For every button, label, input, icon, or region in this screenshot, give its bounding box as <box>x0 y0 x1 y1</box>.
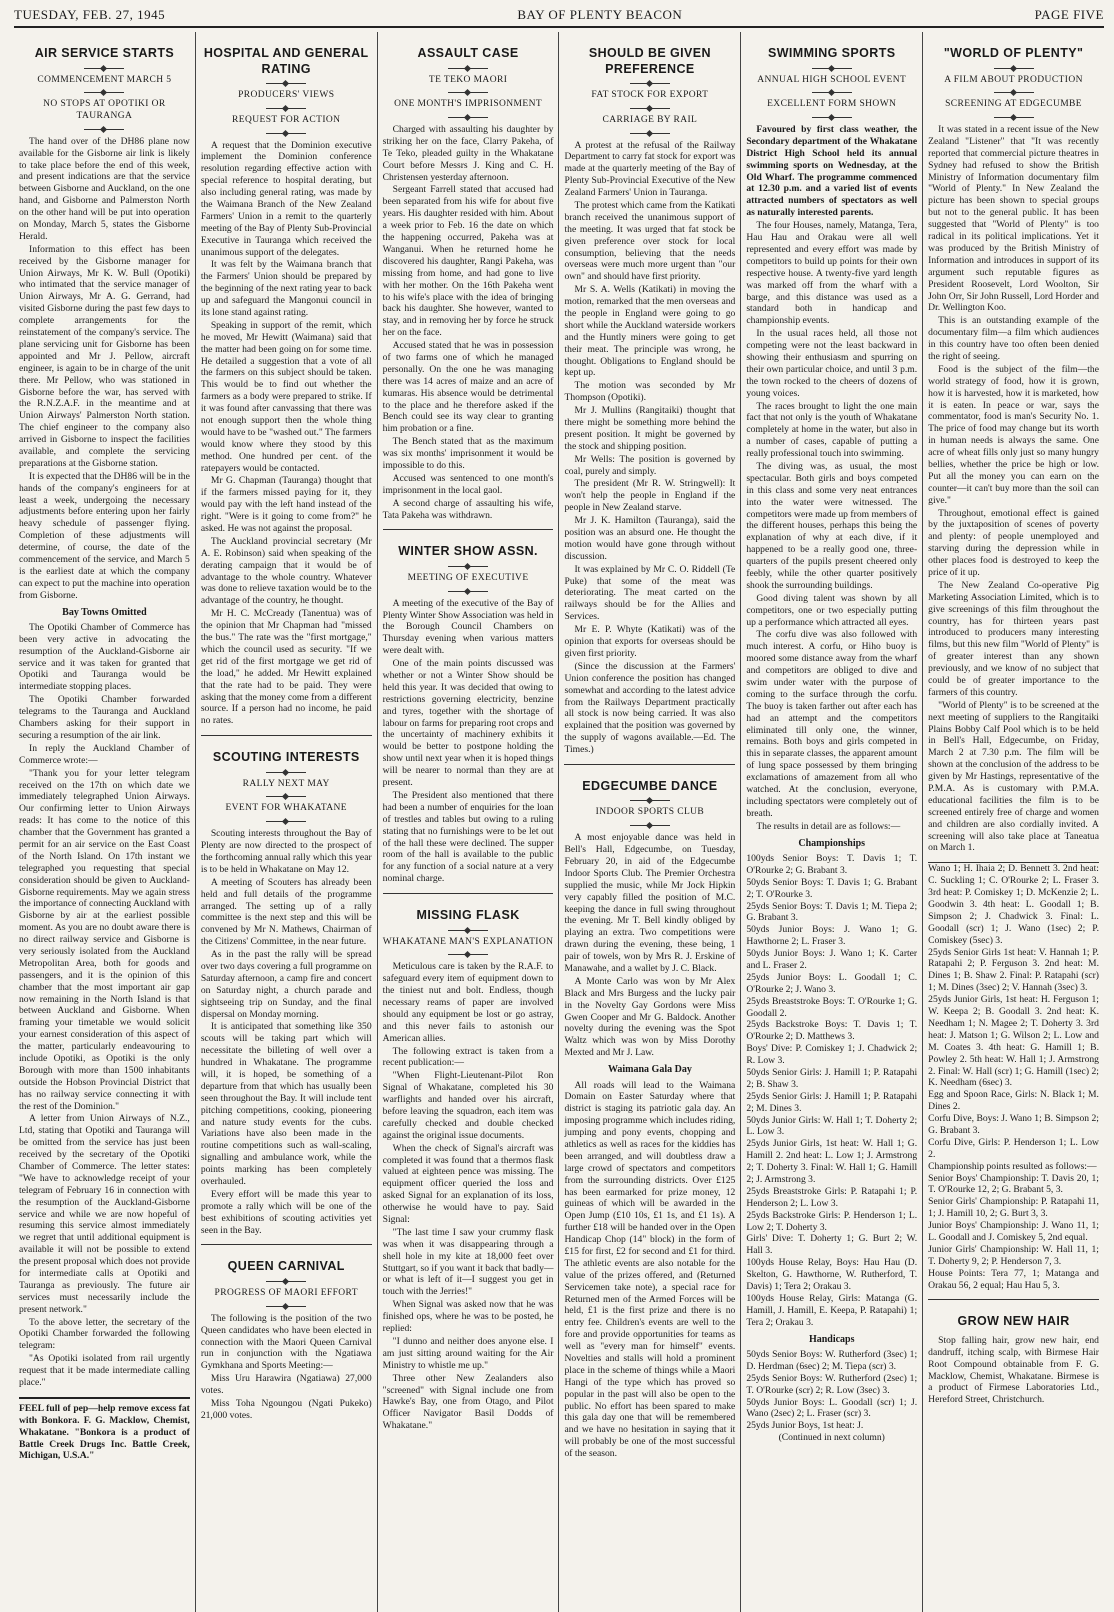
paragraph: Mr J. K. Hamilton (Tauranga), said the position was an absurd one. He thought the motion would have gone through without discussion. <box>564 515 736 562</box>
paragraph: It was explained by Mr C. O. Riddell (Te Puke) that some of the meat was deteriorating. The meat carted on the railways should be for the Allies and Services. <box>564 563 736 623</box>
result-line: Corfu Dive, Girls: P. Henderson 1; L. Low 2. <box>928 1136 1099 1160</box>
paragraph: A protest at the refusal of the Railway Department to carry fat stock for export was made at the quarterly meeting of the Bay of Plenty Sub-Provincial Executive of the New Zealand Farmers' Union in Tauranga. <box>564 139 736 199</box>
paragraph: "The last time I saw your crummy flask was when it was disappearing through a shell hole in my kite at 18,000 feet over Stuttgart, so if you want it back that badly—or what is left of it—I suggest you get in touch with the Jerries!" <box>382 1226 554 1298</box>
result-line: 50yds Senior Girls: J. Hamill 1; P. Ratapahi 2; B. Shaw 3. <box>746 1067 918 1090</box>
column-5 <box>741 32 923 1612</box>
divider <box>630 825 670 826</box>
section-subhead: Bay Towns Omitted <box>62 606 147 618</box>
article-subheading: COMMENCEMENT MARCH 5 <box>37 74 172 85</box>
paragraph: (Since the discussion at the Farmers' Union conference the position has changed somewhat and according to the latest advice from the Railways Department practically all stock is now being carried. It was also explained that the position was governed by the supply of wagons available.—Ed. The Times.) <box>564 660 736 756</box>
result-line: Championship points resulted as follows:— <box>928 1160 1097 1172</box>
divider <box>84 68 124 69</box>
paragraph: Meticulous care is taken by the R.A.F. to safeguard every item of equipment down to the tiniest nut and bolt. Endless, though necessary reams of paper are involved should any equipment be lost or go astray, and this never fails to astonish our American allies. <box>382 961 554 1044</box>
divider <box>448 930 488 931</box>
divider <box>630 83 670 84</box>
paragraph: Accused was sentenced to one month's imprisonment in the local gaol. <box>382 472 554 496</box>
paragraph: Mr G. Chapman (Tauranga) thought that if the farmers missed paying for it, they would pay with the left hand instead of the right. "Were is it going to come from?" he asked. He was not against the proposal. <box>200 475 372 535</box>
columns <box>14 32 1104 1612</box>
paragraph: It is anticipated that something like 350 scouts will be taking part which will necessitate the billeting of well over a hundred in Whakatane. The programme will, it is hoped, be something of a departure from that which has usually been seen throughout the Bay. It will include tent pitching competitions, cooking, pioneering and nature study events for the cubs. Variations have also been made in the routine competitions such as wall-scaling, signalling and ambulance work, while the points marking has been completely overhauled. <box>200 1021 372 1188</box>
article-subheading: MEETING OF EXECUTIVE <box>407 572 529 583</box>
result-line: 25yds Senior Girls 1st heat: V. Hannah 1; P. Ratapahi 2; P. Ferguson 3. 2nd heat: M. Dines 1; B. Shaw 2. Final: P. Ratapahi (scr) 1; M. Dines (3sec) 2; V. Hannah (3sec) 3. <box>928 946 1099 994</box>
section-rule <box>928 1299 1099 1300</box>
divider <box>812 92 852 93</box>
divider <box>266 821 306 822</box>
paragraph: Throughout, emotional effect is gained by the juxtaposition of scenes of poverty and plenty: of people unemployed and starving during the depression while in other places food is destroyed to keep the price of it up. <box>928 507 1099 578</box>
paragraph: "World of Plenty" is to be screened at the next meeting of suppliers to the Rangitaiki Plains Bobby Calf Pool which is to be held in Bell's Hall, Edgecumbe, on Friday, March 2 at 7.30 p.m. The film will be shown at the conclusion of the address to be given by Mr Hastings, representative of the P.M.A. As is customary with P.M.A. educational facilities the film is to be screened entirely free of charge and women and children are also cordially invited. A screening will also take place at Taneatua on March 1. <box>928 699 1099 854</box>
page-number: PAGE FIVE <box>1034 7 1104 22</box>
paragraph: The diving was, as usual, the most spectacular. Both girls and boys competed in this class and some very neat entrances into the water were witnessed. The competitors were made up from members of the different houses, perhaps this being the explanation of why at each dive, if it happened to be a really good one, three-quarters of the pupils present cheered only feebly, while the other quarter positively shook the surrounding buildings. <box>746 460 918 591</box>
paragraph: The following is the position of the two Queen candidates who have been elected in connection with the Maori Queen Carnival run in conjunction with the Ngatiawa Gymkhana and Sports Meeting:— <box>200 1312 372 1372</box>
paragraph: All roads will lead to the Waimana Domain on Easter Saturday where that district is staging its patriotic gala day. An imposing programme which includes riding, jumping and pony events, chopping and athletics as well as races for the kiddies has been arranged, and will doubtless draw a large crowd of spectators and competitors from the surrounding districts. Over £125 has been earmarked for prize money, 12 guineas of which will be awarded in the Open Jump (£10 10s, £1 1s, and £1 1s). A further £18 will be handed over in the Open Handicap Chop (14" block) in the form of £15 for first, £2 for second and £1 for third. The athletic events are also notable for the value of the prizes offered, and (Returned Servicemen take note), a special race for Returned men of the Armed Forces will be held, £1 is the first prize and there is no entry fee. Children's events are well to the fore and provide opportunities for teams as well as "every man for himself" events. Novelties and stalls will hold a prominent place in the scheme of things while a Maori Hangi of the type which has proved so popular in the past will also be open to the public. No effort has been spared to make this gala day one that will be remembered and we have no hesitation in saying that it will probably be one of the most successful of the season. <box>564 1079 736 1460</box>
divider <box>448 954 488 955</box>
paragraph: One of the main points discussed was whether or not a Winter Show should be held this year. It was decided that owing to restrictions governing electricity, benzine and tyres, together with the shortage of labour on farms for preparing root crops and the uncertainty of machinery exhibits it would be better to postpone holding the show until next year when it is hoped things will be nearer to normal than they are at present. <box>382 658 554 789</box>
divider <box>812 68 852 69</box>
paragraph: Mr Wells: The position is governed by coal, purely and simply. <box>564 453 736 477</box>
result-line: Wano 1; H. Ihaia 2; D. Bennett 3. 2nd heat: C. Suckling 1; C. O'Rourke 2; L. Fraser 3. 3rd heat: P. Comiskey 1; D. McKenzie 2; L. Goodwin 3. 4th heat: L. Goodall 1; B. Simpson 2; J. Chadwick 3. Final: L. Goodall (scr) 1; J. Wano (1sec) 2; P. Comiskey (5sec) 3. <box>928 863 1099 946</box>
paragraph: Favoured by first class weather, the Secondary department of the Whakatane District High School held its annual swimming sports on Wednesday, at the Old Wharf. The programme commenced at 12.30 p.m. and a varied list of events attracted numbers of spectators as well as naturally interested parents. <box>746 124 918 219</box>
divider <box>994 68 1034 69</box>
paragraph: Mr J. Mullins (Rangitaiki) thought that there might be something more behind the present position. It might be governed by the stock and shipping position. <box>564 405 736 452</box>
paragraph: The motion was seconded by Mr Thompson (Opotiki). <box>564 380 736 404</box>
paragraph: Mr E. P. Whyte (Katikati) was of the opinion that exports for overseas should be given first priority. <box>564 624 736 659</box>
article-heading: "WORLD OF PLENTY" <box>943 46 1084 60</box>
column-4 <box>559 32 741 1612</box>
paragraph: In reply the Auckland Chamber of Commerce wrote:— <box>19 742 190 766</box>
article-subheading: NO STOPS AT OPOTIKI OR TAURANGA <box>43 99 166 122</box>
paragraph: Scouting interests throughout the Bay of Plenty are now directed to the prospect of the forthcoming annual rally which this year is to be held in Whakatane on May 12. <box>200 828 372 875</box>
paragraph: A Monte Carlo was won by Mr Alex Black and Mrs Burgess and the lucky pair in the Novelty Gay Gordons were Miss Gwen Cooper and Mr G. Baldock. Another novelty during the evening was the Spot Waltz which was won by Miss Dorothy Mexted and Mr J. Law. <box>564 975 736 1059</box>
result-line: Junior Boys' Championship: J. Wano 11, 1; L. Goodall and J. Comiskey 5, 2nd equal. <box>928 1220 1099 1243</box>
result-line: 50yds Senior Boys: T. Davis 1; G. Brabant 2; T. O'Rourke 3. <box>746 876 918 900</box>
result-line: 100yds Senior Boys: T. Davis 1; T. O'Rourke 2; G. Brabant 3. <box>746 852 918 876</box>
result-line: 50yds Junior Boys: J. Wano 1; K. Carter and L. Fraser 2. <box>746 948 918 971</box>
article-subheading: EVENT FOR WHAKATANE <box>225 803 348 814</box>
column-1 <box>14 32 196 1612</box>
paragraph: The corfu dive was also followed with much interest. A corfu, or Hiho buoy is moored some distance away from the wharf and competitors are obliged to dive and swim under water with the purpose of coming to the surface through the corfu. The buoy is taken farther out after each has had an attempt and the competitors eliminated till only one, the winner, remains. Both boys and girls competed in this in separate classes, the apparent amount of lung space possessed by them bringing exclamations of amazement from all who watched. At the conclusion, everyone, including spectators were completely out of breath. <box>746 629 918 819</box>
paragraph: It was stated in a recent issue of the New Zealand "Listener" that "It was recently reported that commercial picture theatres in Sydney had refused to show the British Ministry of Information documentary film "World of Plenty." In New Zealand the picture has been shown to special groups but not to the general public. It has been suggested that "World of Plenty" is too radical in its political implications. Yet it was produced by the British Ministry of Information and introduces in support of its argument such reputable figures as President Roosevelt, Lord Woolton, Sir John Orr, Sir John Russell, Lord Horder and Dr. Wellington Koo. <box>928 124 1099 314</box>
paragraph: Stop falling hair, grow new hair, end dandruff, itching scalp, with Birmese Hair Root Compound obtainable from F. G. Macklow, Chemist, Whakatane. Birmese is a product of Firmese Laboratories Ltd., Hereford Street, Christchurch. <box>928 1334 1099 1406</box>
result-line: 100yds House Relay, Boys: Hau Hau (D. Skelton, G. Hawthorne, W. Rutherford, T. Davis) 1; Tera 2; Orakau 3. <box>746 1257 918 1293</box>
result-line: Corfu Dive, Boys: J. Wano 1; B. Simpson 2; G. Brabant 3. <box>928 1113 1099 1136</box>
result-line: 25yds Senior Girls: J. Hamill 1; P. Ratapahi 2; M. Dines 3. <box>746 1090 918 1114</box>
paragraph: Miss Toha Ngoungou (Ngati Pukeko) 21,000 votes. <box>200 1397 372 1421</box>
divider <box>448 566 488 567</box>
result-line: 100yds House Relay, Girls: Matanga (G. Hamill, J. Hamill, E. Keepa, P. Ratapahi) 1; Tera 2; Orakau 3. <box>746 1292 918 1328</box>
divider <box>994 92 1034 93</box>
result-line: 25yds Breaststroke Girls: P. Ratapahi 1; P. Henderson 2; L. Low 3. <box>746 1185 918 1209</box>
divider <box>448 117 488 118</box>
masthead <box>14 4 1104 28</box>
paragraph: The Auckland provincial secretary (Mr A. E. Robinson) said when speaking of the derating campaign that it would be of advantage to the whole country. Whatever was done to relieve taxation would be to the advantage of the country, he thought. <box>200 535 372 607</box>
divider <box>448 68 488 69</box>
article-subheading: ONE MONTH'S IMPRISONMENT <box>394 99 543 110</box>
divider <box>448 591 488 592</box>
paragraph: The following extract is taken from a recent publication:— <box>382 1045 554 1069</box>
paragraph: A meeting of Scouters has already been held and full details of the programme arranged. The setting up of a rally committee is the next step and this will be convened by Mr N. Mathews, Chairman of the Citizens' Committee, in the near future. <box>200 876 372 948</box>
article-subheading: ANNUAL HIGH SCHOOL EVENT <box>757 74 907 85</box>
article-subheading: REQUEST FOR ACTION <box>232 114 341 125</box>
paragraph: Sergeant Farrell stated that accused had been separated from his wife for about five years. His daughter resided with him. About a week prior to Feb. 16 the date on which the happening occurred, Pakeha was at Wanganui. When he returned home he discovered his daughter, Rangi Pakeha, was missing from home, and had gone to live with her mother. On the 16th Pakeha went to his wife's place with the idea of bringing back his daughter. She however, wanted to stay, and in removing her by force he struck her on the face. <box>382 184 554 339</box>
article-subheading: TE TEKO MAORI <box>428 74 508 85</box>
result-line: House Points: Tera 77, 1; Matanga and Orakau 56, 2 equal; Hau Hau 5, 3. <box>928 1267 1099 1291</box>
article-heading: HOSPITAL AND GENERAL RATING <box>203 46 369 76</box>
article-subheading: RALLY NEXT MAY <box>242 778 330 789</box>
paragraph: Food is the subject of the film—the world strategy of food, how it is grown, how it is harvested, how it is marketed, how it is eaten. In peace or war, says the commentator, food is man's Security No. 1. The price of food may change but its worth in human needs is always the same. One acre of wheat fills only just so many hungry bellies, whether the price be high or low. Put all the money you can earn on the counter—it can't buy more than the soil can give." <box>928 363 1099 506</box>
divider <box>84 92 124 93</box>
section-rule <box>383 893 554 894</box>
article-heading: SWIMMING SPORTS <box>767 46 896 60</box>
paragraph: To the above letter, the secretary of the Opotiki Chamber forwarded the following telegram: <box>19 1316 190 1352</box>
paragraph: When Signal was asked now that he was finished ops, where he was to be posted, he replied: <box>382 1299 554 1335</box>
result-line: 25yds Junior Boys, 1st heat: J. <box>746 1420 864 1432</box>
divider <box>630 800 670 801</box>
divider <box>266 772 306 773</box>
divider <box>812 117 852 118</box>
column-6 <box>923 32 1104 1612</box>
result-line: Girls' Dive: T. Doherty 1; G. Burt 2; W. Hall 3. <box>746 1233 918 1257</box>
divider <box>448 92 488 93</box>
result-line: 25yds Senior Boys: W. Rutherford (2sec) 1; T. O'Rourke (scr) 2; R. Low (3sec) 3. <box>746 1372 918 1396</box>
paragraph: "When Flight-Lieutenant-Pilot Ron Signal of Whakatane, completed his 30 warflights and handed over his aircraft, before leaving the squadron, each item was carefully checked and double checked against the original issue documents. <box>382 1070 554 1141</box>
paragraph: The four Houses, namely, Matanga, Tera, Hau Hau and Orakau were all well represented and every effort was made by competitors to build up points for their own respective house. A twenty-five yard length was marked off from the wharf with a barge, and this distance was used as a standard both in handicap and championship events. <box>746 220 918 327</box>
result-line: 50yds Junior Boys: J. Wano 1; G. Hawthorne 2; L. Fraser 3. <box>746 924 918 948</box>
paragraph: When the check of Signal's aircraft was completed it was found that a thermos flask valued at eighteen pence was missing. The equipment officer queried the loss and asked Signal for an explanation of its loss, otherwise he would have to pay. Said Signal: <box>382 1142 554 1226</box>
article-subheading: FAT STOCK FOR EXPORT <box>591 90 709 100</box>
result-line: Junior Girls' Championship: W. Hall 11, 1; T. Doherty 9, 2; P. Henderson 7, 3. <box>928 1243 1099 1267</box>
paragraph: The New Zealand Co-operative Pig Marketing Association Limited, which is to give screenings of this film throughout the country, has for thirteen years past introduced to producers many interesting films, but this new film "World of Plenty" is of greater interest than any shown previously, and we know of no subject that could be of greater importance to the farmers of this country. <box>928 579 1099 698</box>
result-line: 25yds Breaststroke Boys: T. O'Rourke 1; G. Goodall 2. <box>746 995 918 1019</box>
section-rule <box>201 735 372 736</box>
paragraph: The Opotiki Chamber forwarded telegrams to the Tauranga and Auckland Chambers asking for their support in securing a resumption of the air link. <box>19 694 190 741</box>
article-heading: SHOULD BE GIVEN PREFERENCE <box>588 46 711 76</box>
article-subheading: PRODUCERS' VIEWS <box>238 90 335 100</box>
paragraph: In the usual races held, all those not competing were not the least backward in showing their enthusiasm and spurring on their own particular choice, and until 3 p.m. the town rocked to the cheers of dozens of young voices. <box>746 328 918 399</box>
paragraph: Speaking in support of the remit, which he moved, Mr Hewitt (Waimana) said that the matter had been going on for some time. He detailed a suggestion that a vote of all the farmers on this subject should be taken. This would be to find out whether the farmers as a body were prepared to strike. If it was found after canvassing that there was not enough support then the whole thing would have to be "washed out." The farmers would know where they stood by this method. One hundred per cent. of the ratepayers would be contacted. <box>200 319 372 474</box>
divider <box>266 1281 306 1282</box>
result-line: 25yds Junior Girls, 1st heat: H. Ferguson 1; W. Keepa 2; B. Goodall 3. 2nd heat: K. Needham 1; N. Magee 2; T. Doherty 3. 3rd heat: J. Matson 1; G. Wilson 2; L. Low and M. Coates 3. 4th heat: G. Hamill 1; B. Powley 2. 5th heat: W. Hall 1; J. Armstrong 2. Final: W. Hall (scr) 1; G. Hamill (1sec) 2; K. Needham (6sec) 3. <box>928 994 1099 1089</box>
paragraph: It was felt by the Waimana branch that the Farmers' Union should be prepared by the beginning of the next rating year to back up and safeguard the Mangonui council in its lone stand against rating. <box>200 259 372 318</box>
paragraph: The protest which came from the Katikati branch received the unanimous support of the meeting. It was urged that fat stock be given preference over stock for local consumption, believing that the needs overseas were much more urgent than "our own" and should have first priority. <box>564 199 736 283</box>
result-line: 50yds Senior Boys: W. Rutherford (3sec) 1; D. Herdman (6sec) 2; M. Tiepa (scr) 3. <box>746 1348 918 1372</box>
divider <box>630 108 670 109</box>
result-line: Boys' Dive: P. Comiskey 1; J. Chadwick 2; R. Low 3. <box>746 1043 918 1067</box>
paragraph: Miss Uru Harawira (Ngatiawa) 27,000 votes. <box>200 1373 372 1397</box>
paragraph: Mr S. A. Wells (Katikati) in moving the motion, remarked that the men overseas and the people in England were going to go short while the Auckland waterside workers and the Huntly miners were going to get their meat. The principle was wrong, he thought. Obligations to England should be kept up. <box>564 284 736 379</box>
paragraph: Every effort will be made this year to promote a rally which will be one of the best exhibitions of scouting activities yet seen in the Bay. <box>200 1188 372 1236</box>
paragraph: Three other New Zealanders also "screened" with Signal include one from Hawke's Bay, one from Otago, and Pilot Officer Navigator Basil Dodds of Whakatane." <box>382 1372 554 1432</box>
paragraph: Good diving talent was shown by all competitors, one or two especially putting up a performance which attracted all eyes. <box>746 592 918 628</box>
divider <box>994 117 1034 118</box>
paragraph: The Bench stated that as the maximum was six months' imprisonment it would be impossible to do this. <box>382 436 554 471</box>
article-subheading: WHAKATANE MAN'S EXPLANATION <box>382 936 554 947</box>
article-subheading: A FILM ABOUT PRODUCTION <box>944 74 1083 85</box>
paragraph: "Thank you for your letter telegram received on the 17th on which date we immediately telegraphed Union Airways. Our confirming letter to Union Airways reads: It has come to the notice of this chamber that the Government has granted a permit for an air service on the East Coast of the North Island. On 17th instant we telegraphed you requesting that special consideration should be given to Auckland-Gisborne requirements. May we again stress the importance of connecting Auckland with Gisborne by air at the earliest possible moment. As you are no doubt aware there is no direct railway service and Gisborne is very seriously isolated from the Auckland Metropolitan Area, both for goods and passengers, and it is the opinion of this chamber that the most important air gap now remaining in the North Island is that between Auckland and Gisborne. When framing your timetable we would solicit your earnest consideration of this aspect of the matter, particularly endeavouring to include Opotiki, as Opotiki is the only Borough with more than 1500 inhabitants outside the Hobson Provincial District that has no railway service connecting it with the rest of the Dominion." <box>19 767 190 1112</box>
paragraph: A letter from Union Airways of N.Z., Ltd, stating that Opotiki and Tauranga will be omitted from the service has just been received by the secretary of the Opotiki Chamber of Commerce. The letter states: "We have to acknowledge receipt of your telegram of February 16 in connection with the resumption of the Auckland-Gisborne service and while we are now hopeful of resuming this service almost immediately we regret that until additional equipment is available it will not be possible to extend the present proposal which does not provide for intermediate calls at Opotiki and Tauranga as previously. The future air services must necessarily include the present network." <box>19 1113 190 1315</box>
divider <box>266 796 306 797</box>
article-heading: EDGECUMBE DANCE <box>582 778 718 793</box>
result-line: 25yds Backstroke Girls: P. Henderson 1; L. Low 2; T. Doherty 3. <box>746 1209 918 1233</box>
paragraph: The Opotiki Chamber of Commerce has been very active in advocating the resumption of the Auckland-Gisborne air service and it was taken for granted that Opotiki and Tauranga would be intermediate stopping places. <box>19 621 190 693</box>
paragraph: Information to this effect has been received by the Gisborne manager for Union Airways, Mr K. W. Bull (Opotiki) who intimated that the service manager of Union Airways, Mr A. G. Gerrand, had visited Gisborne during the past few days to complete arrangements for the reinstatement of the company's service. The plane servicing unit for Gisborne has been appointed and Mr J. Pellow, aircraft engineer, is again to be in charge of the unit there. Mr Pellow, who was stationed in Gisborne before the war, has served with the R.N.Z.A.F. in the meantime and at Union Airways' Palmerston North station. The chief engineer to the company also arrived in Gisborne to inspect the facilities available, and complete the servicing preparations at the Gisborne station. <box>19 243 190 469</box>
paragraph: The races brought to light the one main fact that not only is the youth of Whakatane completely at home in the water, but also in a number of cases, capable of putting a really professional touch into swimming. <box>746 400 918 460</box>
section-rule <box>201 1244 372 1245</box>
article-heading: WINTER SHOW ASSN. <box>398 544 538 559</box>
paragraph: The president (Mr R. W. Stringwell): It won't help the people in England if the people in New Zealand starve. <box>564 478 736 514</box>
result-line: 25yds Junior Boys: L. Goodall 1; C. O'Rourke 2; J. Wano 3. <box>746 971 918 995</box>
result-line: 25yds Junior Girls, 1st heat: W. Hall 1; G. Hamill 2. 2nd heat: L. Low 1; J. Armstrong 2; T. Doherty 3. Final: W. Hall 1; G. Hamill 2; J. Armstrong 3. <box>746 1138 918 1186</box>
paper-title: BAY OF PLENTY BEACON <box>517 7 683 22</box>
paragraph: "I dunno and neither does anyone else. I am just sitting around waiting for the Air Ministry to whistle me up." <box>382 1335 554 1371</box>
section-rule <box>383 529 554 530</box>
paragraph: A request that the Dominion executive implement the Dominion conference resolution regarding effective action with special reference to hospital derating, but also including general rating, was made by the Waimana Branch of the New Zealand Farmers' Union in a remit to the quarterly meeting of the Bay of Plenty Sub-Provincial Executive in Tauranga which received the unanimous support of the delegates. <box>200 139 372 258</box>
paragraph: Charged with assaulting his daughter by striking her on the face, Clarry Pakeha, of Te Teko, pleaded guilty in the Whakatane Court before Messrs J. King and C. H. Christensen yesterday afternoon. <box>382 124 554 183</box>
article-subheading: EXCELLENT FORM SHOWN <box>767 99 897 110</box>
result-line: Egg and Spoon Race, Girls: N. Black 1; M. Dines 2. <box>928 1089 1099 1113</box>
result-line: 25yds Senior Boys: T. Davis 1; M. Tiepa 2; G. Brabant 3. <box>746 900 918 924</box>
result-line: Senior Boys' Championship: T. Davis 20, 1; T. O'Rourke 12, 2; G. Brabant 5, 3. <box>928 1172 1099 1196</box>
result-line: 50yds Junior Boys: L. Goodall (scr) 1; J. Wano (2sec) 2; L. Fraser (scr) 3. <box>746 1396 918 1420</box>
result-line: 50yds Junior Girls: W. Hall 1; T. Doherty 2; L. Low 3. <box>746 1114 918 1138</box>
paragraph: A most enjoyable dance was held in Bell's Hall, Edgecumbe, on Tuesday, February 20, in aid of the Edgecumbe Indoor Sports Club. The Premier Orchestra supplied the music, while Mr Jock Hipkin very capably filled the position of M.C. keeping the dance in full swing throughout the evening. Mr T. Bell kindly obliged by playing an extra. Two competitions were drawn during the evening, these being, 1 pair of towels, won by Mrs R. J. Erskine of Manawahe, and a wallet by J. C. Black. <box>564 832 736 975</box>
column-3 <box>378 32 560 1612</box>
divider <box>266 108 306 109</box>
paragraph: The results in detail are as follows:— <box>756 820 901 832</box>
divider <box>630 133 670 134</box>
article-heading: GROW NEW HAIR <box>957 1314 1070 1329</box>
article-subheading: INDOOR SPORTS CLUB <box>595 807 705 818</box>
article-heading: MISSING FLASK <box>416 908 520 923</box>
advertisement: FEEL full of pep—help remove excess fat with Bonkora. F. G. Macklow, Chemist, Whakatane. "Bonkora is a product of Battle Creek Drugs Inc. Battle Creek, Michigan, U.S.A." <box>19 1397 190 1462</box>
paragraph: As in the past the rally will be spread over two days covering a full programme on Saturday afternoon, a camp fire and concert on Saturday night, a church parade and sightseeing trip on Sunday, and the final dispersal on Monday morning. <box>200 949 372 1020</box>
section-subhead: Waimana Gala Day <box>607 1064 692 1076</box>
paragraph: The President also mentioned that there had been a number of enquiries for the loan of trestles and tables but owing to a ruling stating that no furnishings were to be let out of the hall these were declined. The supper room of the hall is available to the public for any function of a social nature at a very nominal charge. <box>382 789 554 885</box>
paragraph: This is an outstanding example of the documentary film—a film which audiences in this country have too often been denied the right of seeing. <box>928 315 1099 362</box>
column-2 <box>196 32 378 1612</box>
paragraph: Accused stated that he was in possession of two farms one of which he managed personally. On the one he was managing there was 14 acres of maize and an acre of kumaras. His absence would be detrimental to the place and he therefore asked if the Bench could see its way clear to granting him probation or a fine. <box>382 340 554 435</box>
divider <box>266 83 306 84</box>
continued-note: (Continued in next column) <box>778 1432 885 1444</box>
issue-date: TUESDAY, FEB. 27, 1945 <box>14 7 166 22</box>
paragraph: A meeting of the executive of the Bay of Plenty Winter Show Association was held in the Borough Council Chambers on Thursday evening when various matters were dealt with. <box>382 597 554 657</box>
paragraph: A second charge of assaulting his wife, Tata Pakeha was withdrawn. <box>382 497 554 521</box>
article-heading: SCOUTING INTERESTS <box>212 750 360 765</box>
article-heading: ASSAULT CASE <box>417 46 519 60</box>
divider <box>266 1306 306 1307</box>
divider <box>84 129 124 130</box>
section-subhead: Handicaps <box>808 1333 855 1345</box>
divider <box>266 133 306 134</box>
article-heading: QUEEN CARNIVAL <box>227 1259 345 1274</box>
article-heading: AIR SERVICE STARTS <box>34 46 175 60</box>
article-subheading: SCREENING AT EDGECUMBE <box>945 99 1082 110</box>
paragraph: Mr H. C. McCready (Tanentua) was of the opinion that Mr Chapman had "missed the bus." The rate was the "first mortgage," which the council used as security. "If we get rid of the first mortgage we get rid of the load," he added. Mr Hewitt explained that the rate had to be paid. They were asking that the money come from a different source. If a person had no income, he paid no rates. <box>200 608 372 727</box>
result-line: Senior Girls' Championship: P. Ratapahi 11, 1; J. Hamill 10, 2; G. Burt 3, 3. <box>928 1196 1099 1220</box>
paragraph: The hand over of the DH86 plane now available for the Gisborne air link is likely to take place before the end of this week, and present indications are that the service between Gisborne and Auckland, on the one hand, and Gisborne and Palmerston North on the other hand will be put into operation on Monday, March 5, states the Gisborne Herald. <box>19 135 190 242</box>
result-line: 25yds Backstroke Boys: T. Davis 1; T. O'Rourke 2; D. Matthews 3. <box>746 1019 918 1043</box>
section-rule <box>564 764 735 765</box>
paragraph: It is expected that the DH86 will be in the hands of the company's engineers for at least a week, undergoing the necessary adjustments before entering upon her fairly heavy schedule of passenger flying. Completion of these adjustments will determine, of course, the date of the commencement of the service, and March 5 is the earliest date at which the company can expect to put the machine into operation from Gisborne. <box>19 470 190 601</box>
section-subhead: Championships <box>798 837 866 849</box>
article-subheading: PROGRESS OF MAORI EFFORT <box>214 1287 358 1298</box>
paragraph: "As Opotiki isolated from rail urgently request that it be made intermediate calling place." <box>19 1353 190 1389</box>
article-subheading: CARRIAGE BY RAIL <box>602 114 698 125</box>
